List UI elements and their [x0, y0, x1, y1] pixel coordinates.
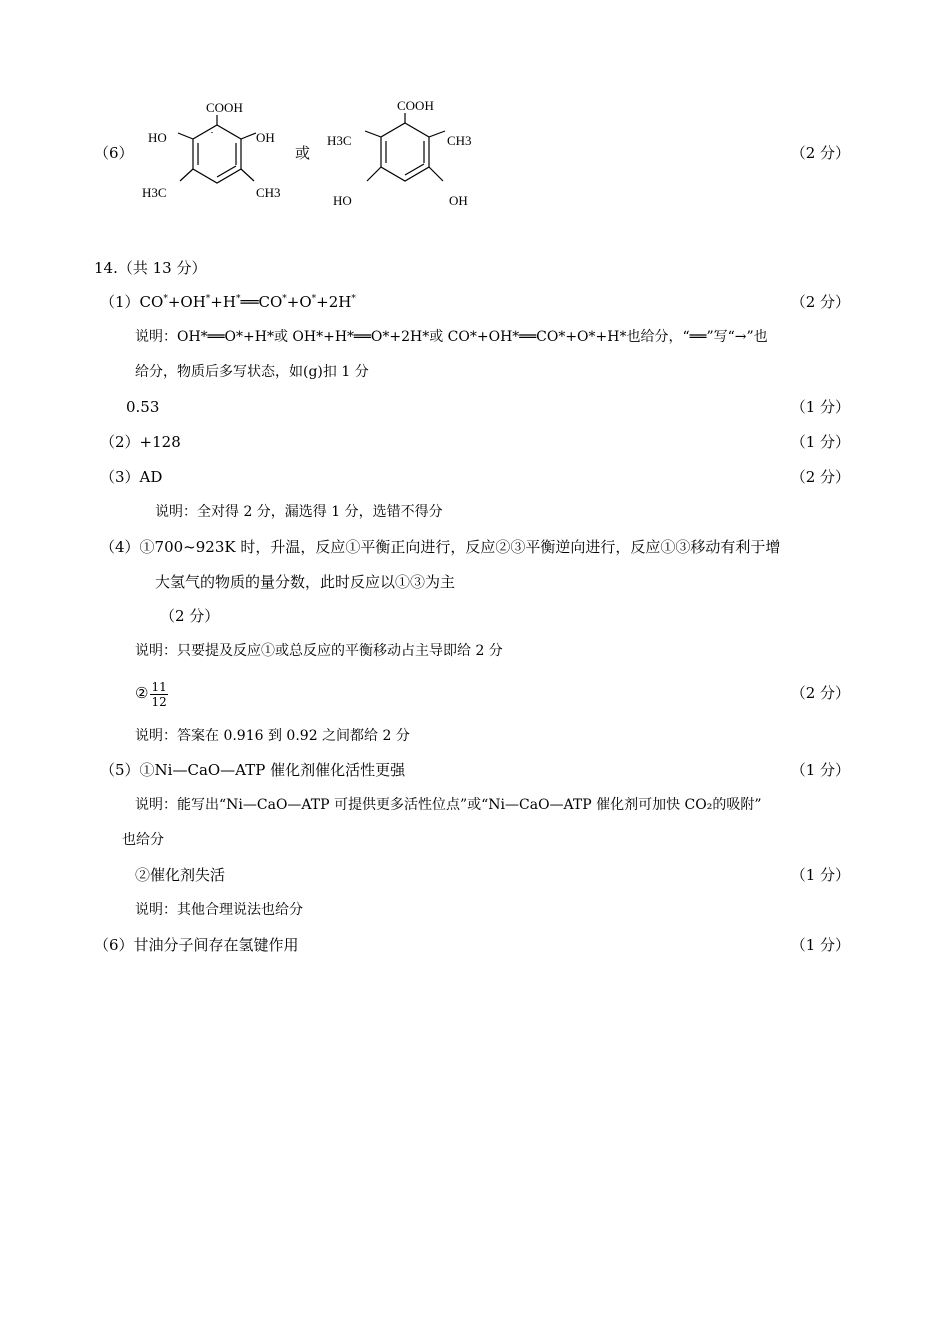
structure-1-diagram [140, 95, 300, 215]
p1-score: （2 分） [790, 293, 850, 311]
p3-line [100, 467, 162, 487]
eq-co2: CO [258, 293, 283, 311]
p1-note-2: 给分，物质后多写状态，如(g)扣 1 分 [135, 364, 369, 380]
p3-note: 说明：全对得 2 分，漏选得 1 分，选错不得分 [155, 504, 443, 520]
s1-right: OH [256, 130, 275, 145]
p4-sub2-mark: ② [135, 684, 149, 702]
frac-denominator: 12 [151, 694, 167, 709]
p5-text2: ②催化剂失活 [135, 866, 226, 884]
p3-num: （3） [100, 468, 140, 486]
q6-number: （6） [94, 144, 134, 162]
p6-score: （1 分） [790, 936, 850, 954]
p4-note1: 说明：只要提及反应①或总反应的平衡移动占主导即给 2 分 [135, 643, 503, 659]
eq-oh: +OH [167, 293, 206, 311]
p5-note1-line2: 也给分 [122, 832, 164, 848]
eq-o: +O [286, 293, 312, 311]
eq-co: CO [139, 293, 164, 311]
eq-2h: +2H [316, 293, 352, 311]
p1-note-1: 说明：OH*══O*+H*或 OH*+H*══O*+2H*或 CO*+OH*══CO*+O*+H*也给分，“══”写“→”也 [135, 329, 768, 345]
p1-value: 0.53 [126, 398, 160, 416]
p4-sub2 [135, 676, 168, 710]
p4-num: （4） [100, 538, 140, 556]
p3-text: AD [139, 468, 163, 486]
s2-left: H3C [327, 133, 352, 148]
p1-value-score: （1 分） [790, 398, 850, 416]
s1-left: HO [148, 130, 167, 145]
p5-text1: ①Ni—CaO—ATP 催化剂催化活性更强 [139, 761, 406, 779]
s1-br: CH3 [256, 185, 281, 200]
star: * [205, 294, 211, 304]
s2-bl: HO [333, 193, 352, 208]
p5-num: （5） [100, 761, 140, 779]
p4-score2: （2 分） [790, 684, 850, 702]
p6-num: （6） [94, 936, 134, 954]
p5-note2: 说明：其他合理说法也给分 [135, 902, 303, 918]
q6-score: （2 分） [790, 144, 850, 162]
p4-text1: ①700~923K 时，升温，反应①平衡正向进行，反应②③平衡逆向进行，反应①③移动有利于增 [139, 538, 781, 556]
p4-score1: （2 分） [160, 607, 220, 625]
s1-top: COOH [206, 100, 243, 115]
p3-score: （2 分） [790, 468, 850, 486]
p6-text: 甘油分子间存在氢键作用 [133, 936, 299, 954]
p2-text: +128 [139, 433, 181, 451]
p2-score: （1 分） [790, 433, 850, 451]
star: * [163, 294, 168, 304]
frac-numerator: 11 [151, 679, 167, 694]
eq-sign: ══ [240, 293, 259, 311]
q14-p1-equation [100, 292, 356, 312]
p2-line [100, 432, 181, 452]
p4-note2: 说明：答案在 0.916 到 0.92 之间都给 2 分 [135, 728, 410, 744]
star: * [351, 294, 356, 304]
star: * [311, 294, 317, 304]
s2-br: OH [449, 193, 468, 208]
p4-line2: 大氢气的物质的量分数，此时反应以①③为主 [155, 573, 456, 591]
eq-h: +H [210, 293, 236, 311]
q14-header: 14.（共 13 分） [94, 259, 207, 277]
s1-bl: H3C [142, 185, 167, 200]
s2-top: COOH [397, 98, 434, 113]
star: * [235, 294, 241, 304]
p5-score2: （1 分） [790, 866, 850, 884]
p5-score1: （1 分） [790, 761, 850, 779]
p5-line1 [100, 760, 405, 780]
or-text: 或 [295, 144, 311, 162]
p6-line [94, 935, 299, 955]
structure-2-diagram [325, 93, 485, 213]
p1-num: （1） [100, 293, 140, 311]
p5-note1-line1: 说明：能写出“Ni—CaO—ATP 可提供更多活性位点”或“Ni—CaO—ATP 催化剂可加快 CO₂的吸附” [135, 797, 762, 813]
star: * [282, 294, 287, 304]
p2-num: （2） [100, 433, 140, 451]
s2-right: CH3 [447, 133, 472, 148]
p4-fraction [150, 680, 167, 709]
p4-line1 [100, 537, 780, 557]
